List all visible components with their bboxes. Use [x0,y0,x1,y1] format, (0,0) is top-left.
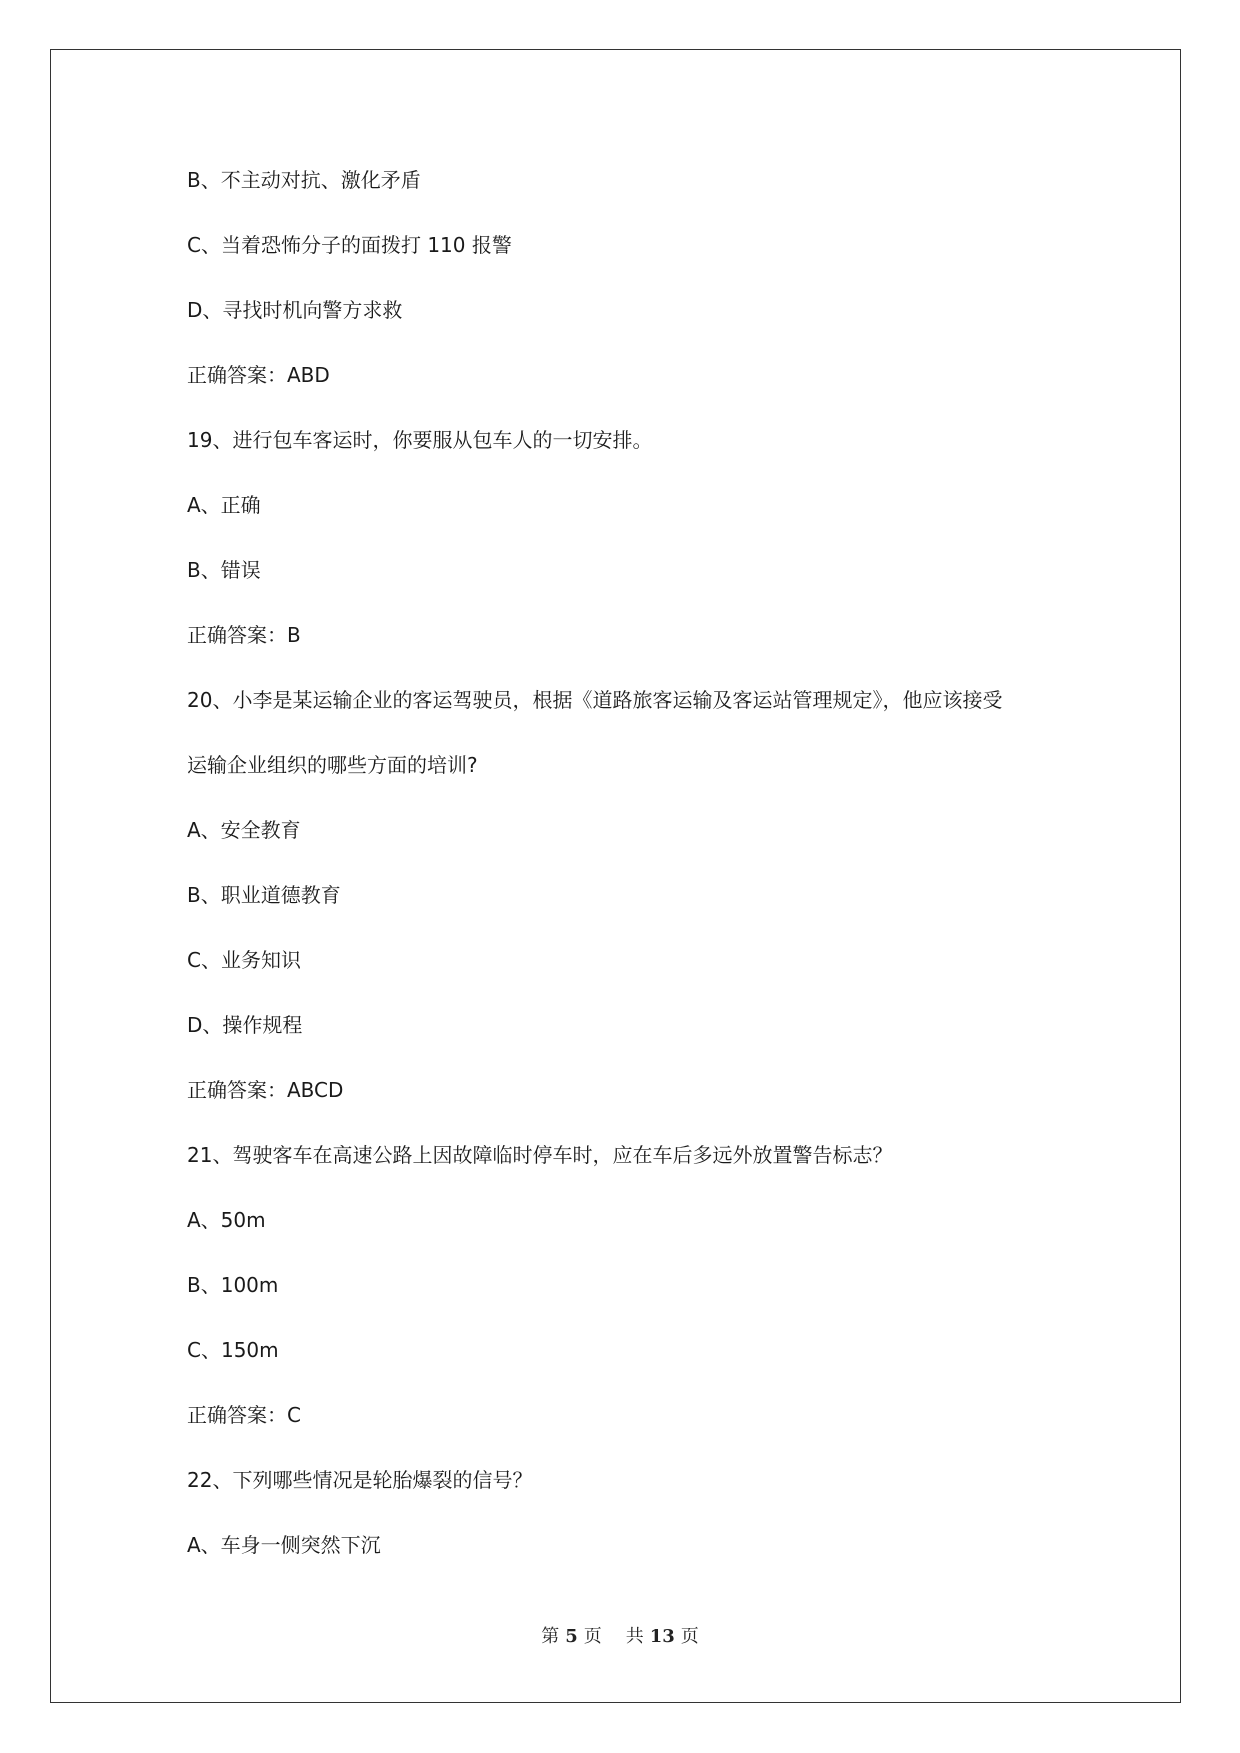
page-footer [0,1622,1240,1648]
text-line: 正确答案：ABCD [187,1078,344,1102]
text-line: 正确答案：B [187,623,301,647]
text-line: 正确答案：C [187,1403,301,1427]
page-number: 5 [565,1626,578,1647]
text-line: C、当着恐怖分子的面拨打 110 报警 [187,233,512,257]
footer-total-suffix: 页 [680,1626,699,1647]
footer-page-suffix: 页 [583,1626,602,1647]
text-line: B、错误 [187,558,261,582]
text-line: A、正确 [187,493,261,517]
text-line: D、操作规程 [187,1013,303,1037]
text-line: A、安全教育 [187,818,301,842]
text-line: 22、下列哪些情况是轮胎爆裂的信号？ [187,1468,533,1492]
text-line: 21、驾驶客车在高速公路上因故障临时停车时，应在车后多远外放置警告标志？ [187,1143,893,1167]
footer-prefix: 第 [541,1626,560,1647]
text-line: B、职业道德教育 [187,883,341,907]
text-line: B、不主动对抗、激化矛盾 [187,168,421,192]
text-line: 运输企业组织的哪些方面的培训? [187,753,478,777]
text-line: D、寻找时机向警方求救 [187,298,403,322]
text-line: 20、小李是某运输企业的客运驾驶员，根据《道路旅客运输及客运站管理规定》，他应该接受 [187,688,1003,712]
total-pages: 13 [649,1626,675,1647]
text-line: 正确答案：ABD [187,363,330,387]
text-line: B、100m [187,1273,279,1297]
text-line: C、业务知识 [187,948,301,972]
footer-total-prefix: 共 [625,1626,644,1647]
text-line: A、50m [187,1208,266,1232]
text-line: 19、进行包车客运时，你要服从包车人的一切安排。 [187,428,653,452]
text-line: C、150m [187,1338,279,1362]
text-line: A、车身一侧突然下沉 [187,1533,381,1557]
